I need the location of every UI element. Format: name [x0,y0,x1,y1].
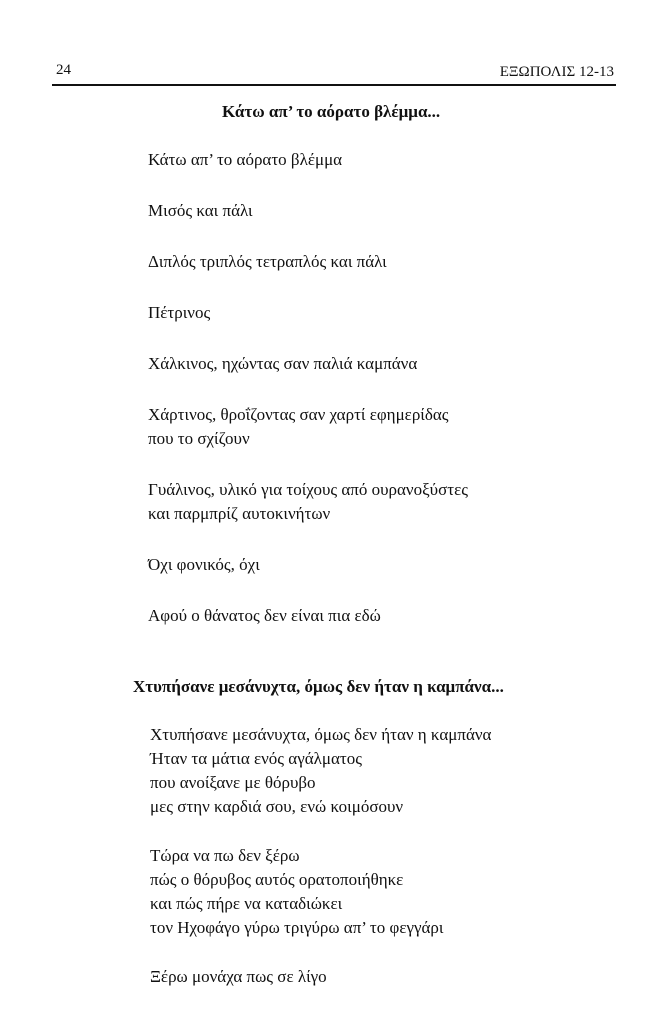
poem-line: Αφού ο θάνατος δεν είναι πια εδώ [148,606,381,625]
stanza [148,403,468,451]
running-header-title: ΕΞΩΠΟΛΙΣ 12-13 [499,64,614,80]
stanza [148,352,468,376]
stanza [148,199,468,223]
poem-line: Διπλός τριπλός τετραπλός και πάλι [148,252,387,271]
poem-line: που ανοίξανε με θόρυβο [150,773,316,792]
header-rule [52,84,616,86]
stanza [148,478,468,526]
stanza [148,604,468,628]
poem-title-1: Κάτω απ’ το αόρατο βλέμμα... [222,102,441,121]
poem-line: Χτυπήσανε μεσάνυχτα, όμως δεν ήταν η καμπάνα [150,725,492,744]
poem-line: Όχι φονικός, όχι [148,555,260,574]
poem-line: Μισός και πάλι [148,201,253,220]
stanza [148,301,468,325]
poem-line: πώς ο θόρυβος αυτός ορατοποιήθηκε [150,870,404,889]
poem-line: και παρμπρίζ αυτοκινήτων [148,504,331,523]
poem-line: Πέτρινος [148,303,211,322]
poem-line: μες στην καρδιά σου, ενώ κοιμόσουν [150,797,404,816]
stanza [150,965,491,989]
page-number: 24 [56,62,71,78]
stanza [150,723,491,819]
poem-line: Κάτω απ’ το αόρατο βλέμμα [148,150,343,169]
poem-title-2: Χτυπήσανε μεσάνυχτα, όμως δεν ήταν η καμπάνα... [133,677,504,696]
stanza [148,250,468,274]
poem-line: και πώς πήρε να καταδιώκει [150,894,343,913]
poem-line: Χάλκινος, ηχώντας σαν παλιά καμπάνα [148,354,418,373]
poem-line: τον Ηχοφάγο γύρω τριγύρω απ’ το φεγγάρι [150,918,444,937]
poem-body-1 [148,148,468,655]
poem-line: Χάρτινος, θροΐζοντας σαν χαρτί εφημερίδας [148,405,449,424]
stanza [150,844,491,940]
stanza [148,148,468,172]
poem-body-2 [150,723,491,1014]
poem-line: Ξέρω μονάχα πως σε λίγο [150,967,327,986]
poem-line: Ήταν τα μάτια ενός αγάλματος [150,749,362,768]
poem-line: Γυάλινος, υλικό για τοίχους από ουρανοξύστες [148,480,468,499]
poem-line: Τώρα να πω δεν ξέρω [150,846,300,865]
stanza [148,553,468,577]
poem-line: που το σχίζουν [148,429,250,448]
